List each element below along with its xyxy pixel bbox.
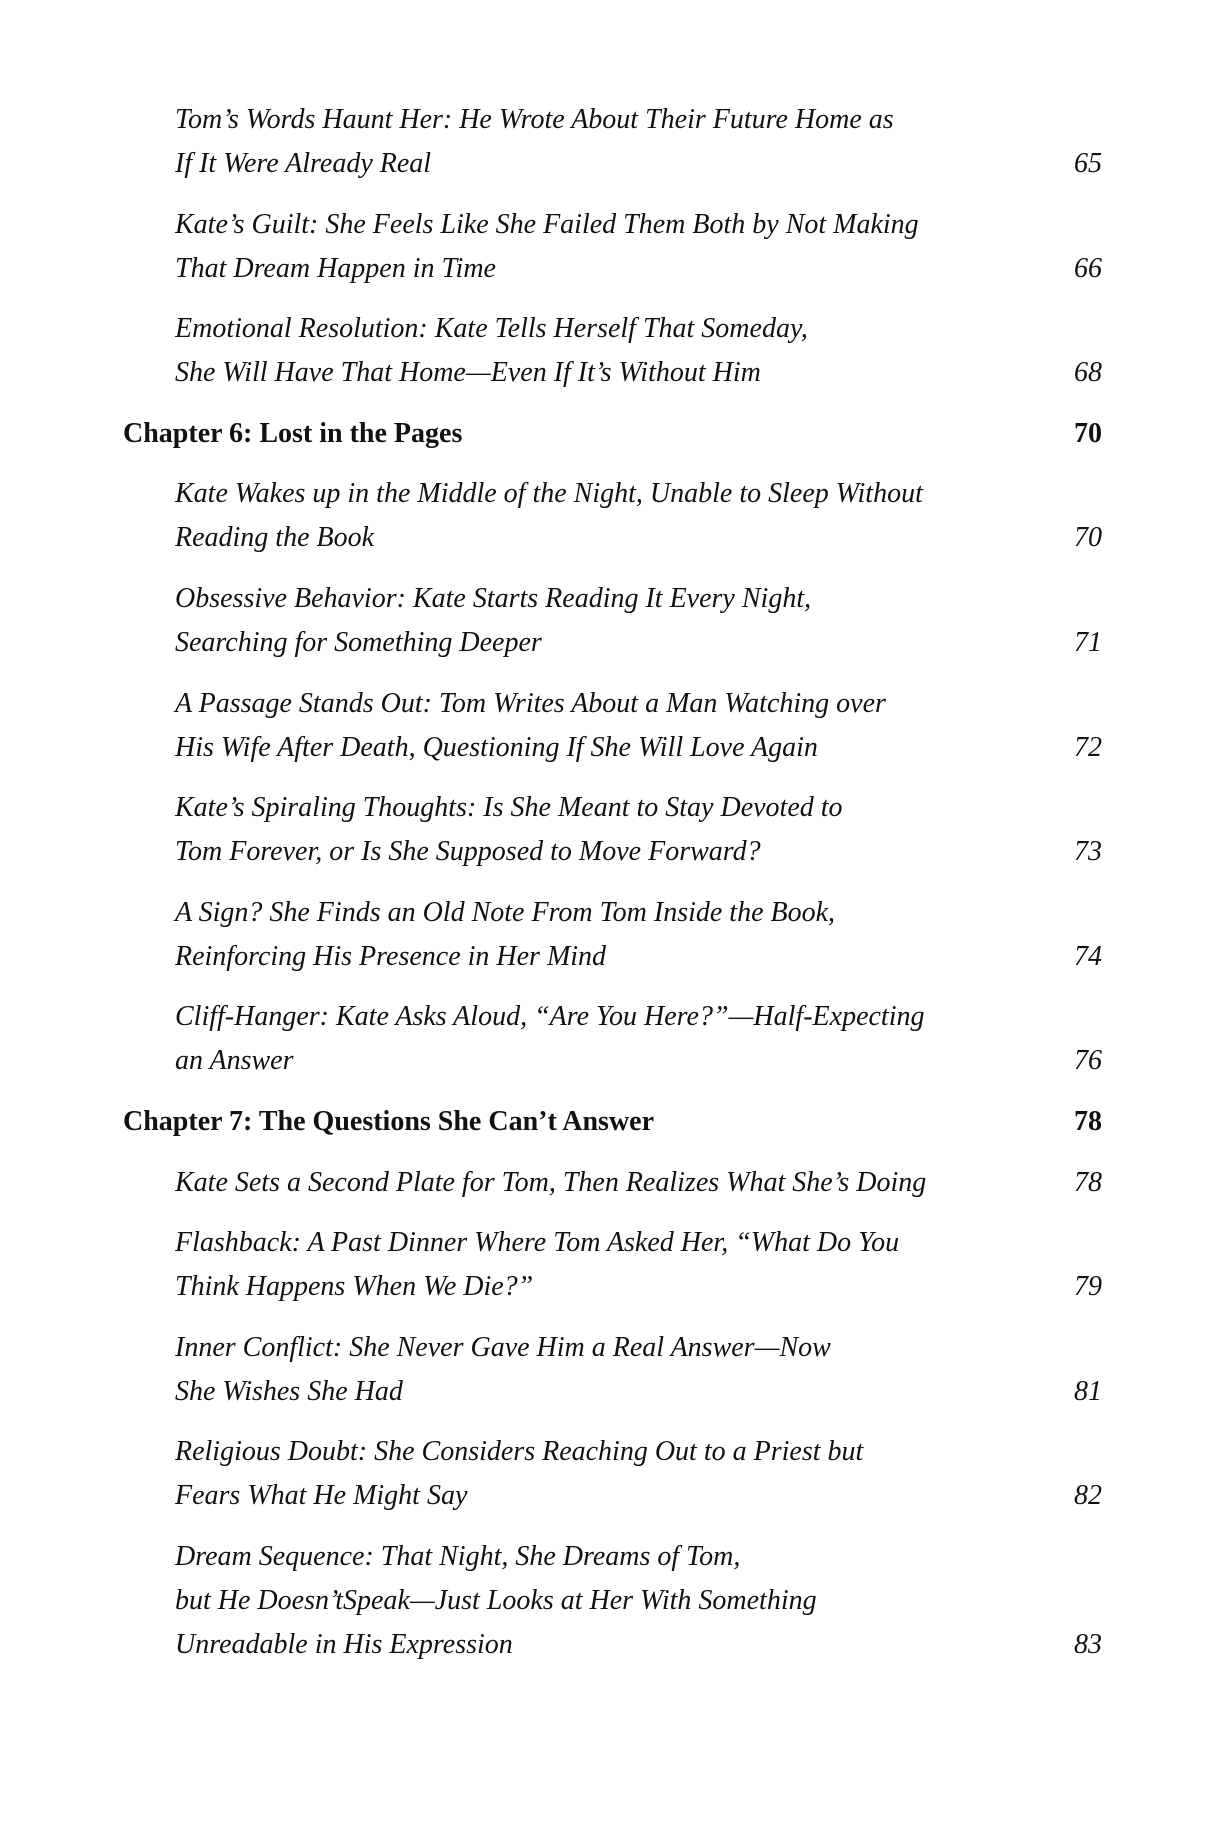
toc-page-number: 68 — [1074, 357, 1102, 389]
toc-entry[interactable] — [0, 1161, 1228, 1205]
toc-page-number: 66 — [1074, 252, 1102, 284]
toc-page-number: 71 — [1074, 626, 1102, 658]
toc-entry-line: Kate’s Spiraling Thoughts: Is She Meant to Stay Devoted to — [175, 792, 843, 824]
toc-entry-line: Reinforcing His Presence in Her Mind — [175, 940, 607, 972]
toc-page-number: 82 — [1074, 1480, 1102, 1512]
toc-page-number: 70 — [1074, 417, 1102, 449]
toc-entry-line: His Wife After Death, Questioning If She Will Love Again — [175, 731, 818, 763]
toc-entry[interactable] — [0, 682, 1228, 770]
toc-entry-line: Think Happens When We Die?” — [175, 1271, 534, 1303]
toc-entry-title — [175, 1430, 863, 1518]
toc-entry-title — [175, 577, 811, 665]
toc-entry[interactable] — [0, 307, 1228, 395]
toc-entry-line: If It Were Already Real — [175, 148, 432, 179]
table-of-contents — [0, 98, 1228, 1684]
toc-entry-line: Dream Sequence: That Night, She Dreams of Tom, — [175, 1540, 741, 1572]
toc-page-number: 78 — [1074, 1105, 1102, 1137]
toc-chapter-heading[interactable] — [0, 1100, 1228, 1144]
toc-entry[interactable] — [0, 472, 1228, 560]
toc-entry[interactable] — [0, 98, 1228, 186]
toc-entry-line: Emotional Resolution: Kate Tells Herself That Someday, — [175, 313, 808, 345]
toc-page-number: 73 — [1074, 836, 1102, 868]
toc-entry-line: Unreadable in His Expression — [175, 1628, 513, 1660]
toc-entry-line: but He Doesn’tSpeak—Just Looks at Her With Something — [175, 1584, 817, 1616]
toc-entry-line: Flashback: A Past Dinner Where Tom Asked Her, “What Do You — [175, 1227, 900, 1259]
toc-entry-line: Cliff-Hanger: Kate Asks Aloud, “Are You Here?”—Half-Expecting — [175, 1001, 925, 1033]
toc-entry-line: She Will Have That Home—Even If It’s Without Him — [175, 357, 761, 389]
toc-entry-title — [175, 1326, 831, 1414]
toc-page-number: 81 — [1074, 1375, 1102, 1407]
toc-entry-line: Kate Sets a Second Plate for Tom, Then Realizes What She’s Doing — [175, 1166, 927, 1198]
toc-entry[interactable] — [0, 1535, 1228, 1667]
toc-entry[interactable] — [0, 577, 1228, 665]
toc-entry-line: Religious Doubt: She Considers Reaching Out to a Priest but — [175, 1436, 864, 1468]
toc-chapter-title — [123, 412, 462, 456]
toc-entry[interactable] — [0, 1326, 1228, 1414]
toc-page-number: 74 — [1074, 940, 1102, 972]
toc-entry-title — [175, 1161, 926, 1205]
toc-entry-title — [175, 1221, 899, 1309]
toc-entry-line: A Sign? She Finds an Old Note From Tom Inside the Book, — [175, 896, 836, 928]
toc-entry-line: Fears What He Might Say — [175, 1480, 468, 1512]
toc-entry[interactable] — [0, 891, 1228, 979]
toc-page-number: 83 — [1074, 1628, 1102, 1660]
toc-entry-title — [175, 203, 919, 291]
toc-entry-line: Kate Wakes up in the Middle of the Night, Unable to Sleep Without — [175, 478, 923, 510]
toc-entry-line: an Answer — [175, 1045, 294, 1077]
toc-entry-title — [175, 1535, 817, 1667]
toc-entry[interactable] — [0, 1430, 1228, 1518]
toc-entry-line: Obsessive Behavior: Kate Starts Reading It Every Night, — [175, 582, 812, 614]
toc-entry-line: Kate’s Guilt: She Feels Like She Failed Them Both by Not Making — [175, 208, 919, 240]
toc-chapter-title — [123, 1100, 654, 1144]
toc-entry-title — [175, 995, 924, 1083]
toc-entry-line: She Wishes She Had — [175, 1375, 403, 1407]
toc-entry-title — [175, 307, 808, 395]
toc-entry-title — [175, 98, 894, 186]
toc-entry-line: Tom’s Words Haunt Her: He Wrote About Their Future Home as — [175, 104, 894, 135]
toc-entry-title — [175, 891, 835, 979]
toc-entry-title — [175, 786, 843, 874]
toc-page-number: 79 — [1074, 1271, 1102, 1303]
toc-entry[interactable] — [0, 786, 1228, 874]
toc-page-number: 78 — [1074, 1166, 1102, 1198]
toc-entry-line: A Passage Stands Out: Tom Writes About a Man Watching over — [175, 687, 886, 719]
toc-entry-line: That Dream Happen in Time — [175, 252, 496, 284]
toc-chapter-heading[interactable] — [0, 412, 1228, 456]
toc-entry[interactable] — [0, 203, 1228, 291]
toc-entry-title — [175, 682, 886, 770]
toc-entry-title — [175, 472, 923, 560]
toc-page-number: 65 — [1074, 148, 1102, 179]
toc-entry-line: Inner Conflict: She Never Gave Him a Real Answer—Now — [175, 1331, 831, 1363]
toc-entry[interactable] — [0, 995, 1228, 1083]
toc-entry[interactable] — [0, 1221, 1228, 1309]
toc-page-number: 70 — [1074, 522, 1102, 554]
toc-entry-line: Reading the Book — [175, 522, 375, 554]
toc-chapter-line: Chapter 7: The Questions She Can’t Answer — [123, 1105, 655, 1137]
toc-page-number: 76 — [1074, 1045, 1102, 1077]
toc-page-number: 72 — [1074, 731, 1102, 763]
toc-chapter-line: Chapter 6: Lost in the Pages — [123, 417, 463, 449]
toc-entry-line: Searching for Something Deeper — [175, 626, 542, 658]
toc-entry-line: Tom Forever, or Is She Supposed to Move Forward? — [175, 836, 761, 868]
